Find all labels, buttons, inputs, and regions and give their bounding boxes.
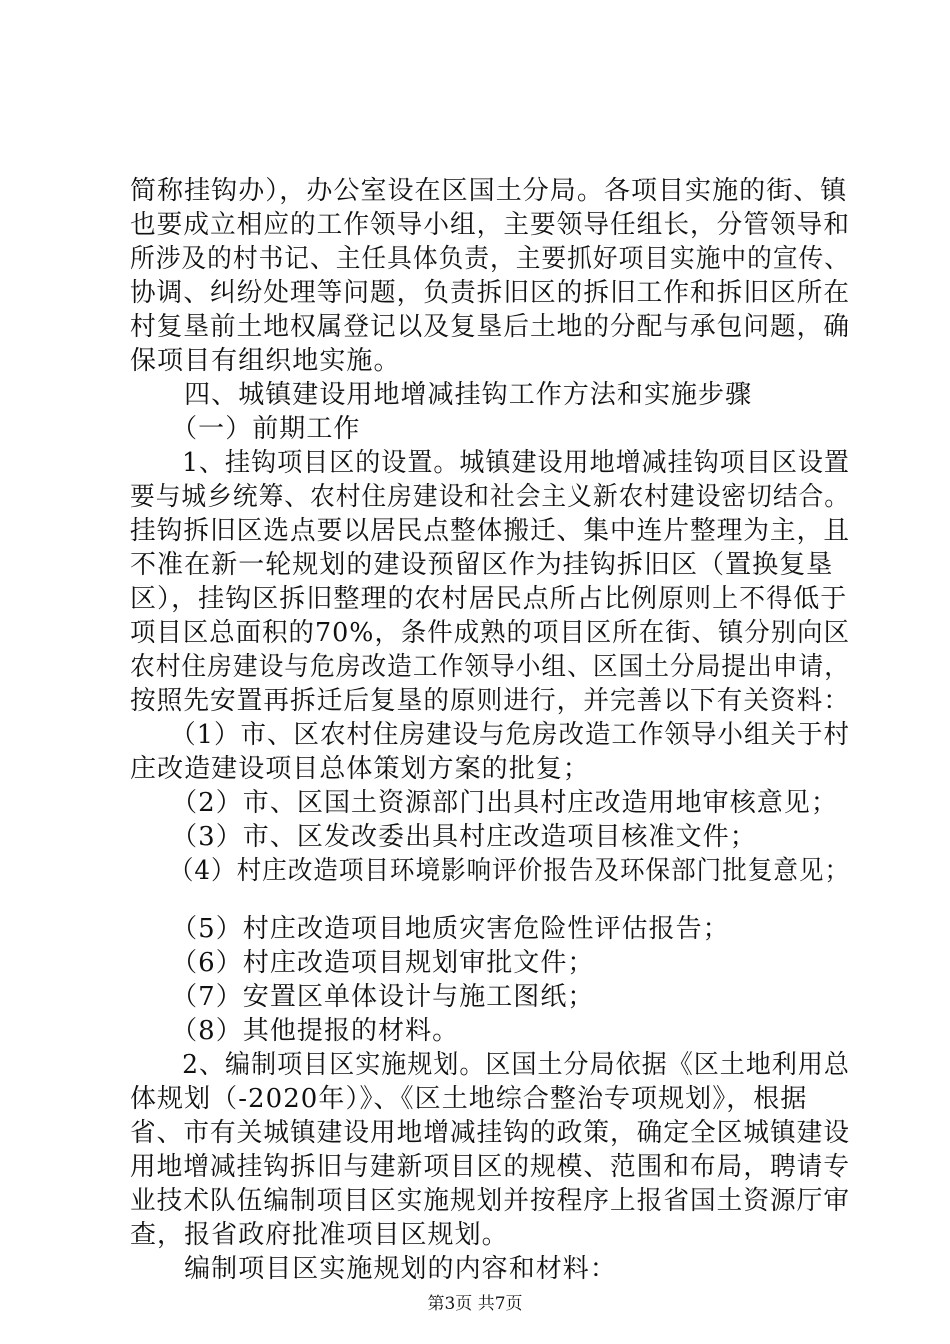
text-line: 保项目有组织地实施。: [130, 346, 401, 376]
list-item: （6）村庄改造项目规划审批文件；: [130, 948, 595, 978]
text-line: 编制项目区实施规划的内容和材料：: [130, 1254, 617, 1284]
text-line: 所涉及的村书记、主任具体负责，主要抓好项目实施中的宣传、: [130, 244, 850, 274]
list-item: （7）安置区单体设计与施工图纸；: [130, 982, 595, 1012]
text-line: 协调、纠纷处理等问题，负责拆旧区的拆旧工作和拆旧区所在: [130, 278, 850, 308]
text-line: 区），挂钩区拆旧整理的农村居民点所占比例原则上不得低于: [130, 584, 848, 614]
list-item: （5）村庄改造项目地质灾害危险性评估报告；: [130, 914, 730, 944]
subsection-heading: （一）前期工作: [130, 414, 361, 444]
text-line: 项目区总面积的70%，条件成熟的项目区所在街、镇分别向区: [130, 618, 851, 648]
text-line: 查，报省政府批准项目区规划。: [130, 1220, 509, 1250]
list-item: （3）市、区发改委出具村庄改造项目核准文件；: [130, 822, 757, 852]
text-line: 村复垦前土地权属登记以及复垦后土地的分配与承包问题，确: [130, 312, 850, 342]
list-item: （8）其他提报的材料。: [130, 1016, 460, 1046]
section-heading: 四、城镇建设用地增减挂钩工作方法和实施步骤: [130, 380, 753, 410]
list-item: （2）市、区国土资源部门出具村庄改造用地审核意见；: [130, 788, 838, 818]
text-line: 也要成立相应的工作领导小组，主要领导任组长，分管领导和: [130, 210, 850, 240]
text-line: 要与城乡统筹、农村住房建设和社会主义新农村建设密切结合。: [130, 482, 850, 512]
text-line: 2、编制项目区实施规划。区国土分局依据《区土地利用总: [130, 1050, 850, 1080]
text-line: 农村住房建设与危房改造工作领导小组、区国土分局提出申请，: [130, 652, 850, 682]
text-line: 用地增减挂钩拆旧与建新项目区的规模、范围和布局，聘请专: [130, 1152, 850, 1182]
text-line: 省、市有关城镇建设用地增减挂钩的政策，确定全区城镇建设: [130, 1118, 850, 1148]
list-item: （1）市、区农村住房建设与危房改造工作领导小组关于村: [130, 720, 851, 750]
text-line: 业技术队伍编制项目区实施规划并按程序上报省国土资源厅审: [130, 1186, 850, 1216]
text-line: 1、挂钩项目区的设置。城镇建设用地增减挂钩项目区设置: [130, 448, 850, 478]
text-line: 按照先安置再拆迁后复垦的原则进行，并完善以下有关资料：: [130, 686, 850, 716]
text-line: 庄改造建设项目总体策划方案的批复；: [130, 754, 590, 784]
text-line: 体规划（-2020年）》、《区土地综合整治专项规划》，根据: [130, 1084, 808, 1114]
list-item: （4）村庄改造项目环境影响评价报告及环保部门批复意见；: [130, 856, 851, 886]
text-line: 不准在新一轮规划的建设预留区作为挂钩拆旧区（置换复垦: [130, 550, 834, 580]
page-number: 第3页 共7页: [427, 1294, 523, 1314]
text-line: 挂钩拆旧区选点要以居民点整体搬迁、集中连片整理为主，且: [130, 516, 850, 546]
text-line: 简称挂钩办），办公室设在区国土分局。各项目实施的街、镇: [130, 176, 848, 206]
